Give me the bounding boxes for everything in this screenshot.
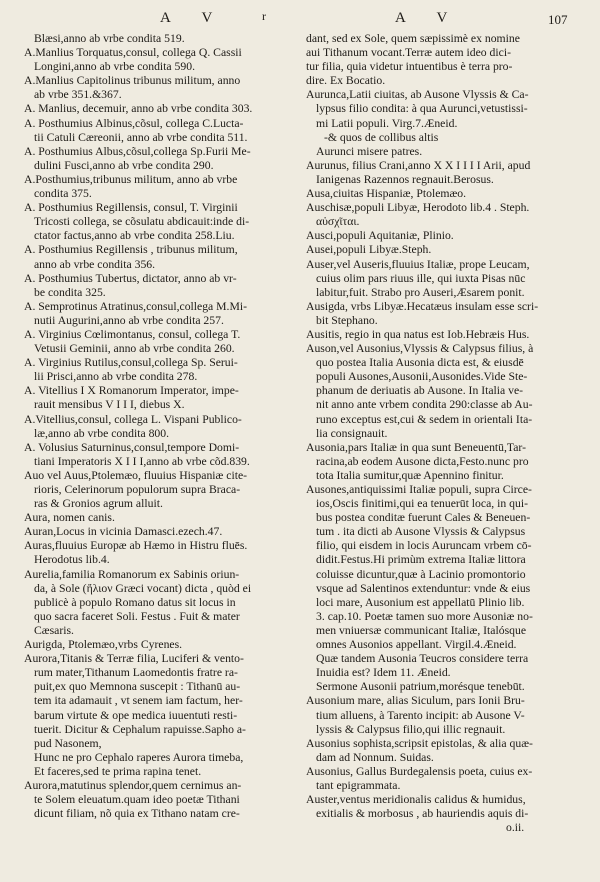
text-line: A.Manlius Capitolinus tribunus militum, anno: [24, 74, 241, 88]
text-line: aui Tithanum vocant.Terræ autem ideo dici-: [306, 46, 511, 60]
text-line: nit anno ante vrbem condita 290:classe ab Au-: [316, 398, 533, 412]
text-line: Ausones,antiquissimi Italiæ populi, supra Circe-: [306, 483, 532, 496]
text-line: vsque ad Salentinos extenduntur: vnde & eius: [316, 581, 531, 595]
text-line: condita 375.: [34, 187, 92, 201]
text-line: bus postea conditæ fuerunt Cales & Beneuen-: [316, 511, 531, 525]
text-line: phanum de deriuatis ab Ausone. In Italiа ve-: [316, 384, 524, 398]
text-line: Ausigda, vrbs Libyæ.Hecatæus insulam esse scri-: [306, 299, 539, 313]
text-line: Sermone Ausonii patrium,morésque tenebūt.: [316, 680, 525, 694]
text-line: dicunt filiam, nõ quia ex Tithano natam cre-: [34, 807, 240, 821]
text-line: Auster,ventus meridionalis calidus & humidus,: [306, 793, 526, 807]
text-line: labitur,fuit. Strabo pro Auseri,Æsarem ponit.: [316, 285, 525, 299]
text-line: A. Manlius, decemuir, anno ab vrbe condita 303.: [24, 102, 253, 116]
text-line: A. Volusius Saturninus,consul,tempore Domi-: [24, 440, 240, 454]
text-line: populi Ausones,Ausonii,Ausonides.Vide Ste-: [316, 370, 528, 384]
text-line: ios,Oscis finitimi,qui ea tenuerūt loca, in qui-: [316, 497, 528, 511]
text-line: A.Manlius Torquatus,consul, collega Q. Cassii: [24, 46, 242, 60]
text-line: Ausitis, regio in qua natus est Iob.Hebræis Hus.: [306, 327, 530, 341]
text-line: dam ad Nonnum. Suidas.: [316, 750, 434, 764]
text-line: Aurora,matutinus splendor,quem cernimus an-: [24, 778, 242, 792]
text-line: A. Posthumius Regillensis, consul, T. Virginii: [24, 201, 238, 215]
text-line: Et faceres,sed te prima rapina tenet.: [34, 764, 202, 778]
text-line: te Solem eleuatum.quam ideo poetæ Tithani: [34, 793, 240, 807]
text-line: ab vrbe 351.&367.: [34, 88, 122, 102]
text-line: A. Virginius Rutilus,consul,collega Sp. Seruі-: [24, 356, 238, 370]
text-line: bit Stephano.: [316, 313, 378, 327]
text-line: anno ab vrbe condita 356.: [34, 257, 156, 271]
text-line: tiani Imperatoris X I I I,anno ab vrbe cõd.839.: [34, 454, 250, 468]
text-line: Auser,vel Auseris,fluuius Italiæ, prope Leucam,: [306, 257, 530, 271]
text-line: mi Latii populi. Virg.7.Æneid.: [316, 116, 458, 130]
text-line: A.Posthumius,tribunus militum, anno ab vrbe: [24, 172, 238, 186]
text-line: Inuidia est? Idem 11. Æneid.: [316, 666, 451, 680]
text-line: A. Posthumius Albinus,cõsul, collega C.Luctа-: [24, 116, 244, 130]
text-line: A.Vitellius,consul, collega L. Vispani Publico-: [24, 412, 242, 426]
text-line: tant epigrammata.: [316, 778, 401, 792]
text-line: filio, qui eisdem in locis Auruncam vrbem cō-: [316, 539, 532, 553]
text-line: Aurunus, filius Crani,anno X X I I I I Arii, apud: [306, 158, 531, 172]
text-line: tuerit. Dicitur & Cephalum rapuisse.Sapho a-: [34, 722, 246, 736]
text-line: lypsus filio condita: à qua Aurunci,vetustissi-: [316, 102, 528, 116]
text-line: Hunc ne pro Cephalo raperes Aurora timeba,: [34, 750, 244, 764]
text-line: Auruncа,Latii ciuitas, ab Ausone Vlyssis & Ca-: [306, 88, 529, 102]
text-line: αὐσχῖται.: [316, 215, 360, 229]
text-line: Ausa,ciuitas Hispaniæ, Ptolemæo.: [306, 187, 467, 201]
text-line: men vniuersæ communicant Italiæ, Italósque: [316, 623, 527, 637]
text-line: Ausei,populi Libyæ.Steph.: [306, 243, 432, 257]
text-line: pud Nasonem,: [34, 736, 102, 750]
signature-mark: o.ii.: [506, 821, 525, 835]
text-line: Quæ tandem Ausonia Teucros considere terra: [316, 652, 529, 666]
text-line: Aura, nomen canis.: [24, 511, 115, 525]
text-line: Ausonius, Gallus Burdegalensis poeta, cuius ex-: [306, 764, 533, 778]
text-line: nutii Augurini,anno ab vrbe condita 257.: [34, 313, 224, 327]
text-line: puit,ex quo Memnona suscepit : Tithanū au-: [34, 680, 241, 694]
text-line: tium alluens, à Tarento incipit: ab Ausone V-: [316, 708, 525, 722]
text-line: Vetusii Geminii, anno ab vrbe condita 260.: [34, 342, 235, 356]
text-line: cuius olim pars riuus ille, qui iuxta Pisas nūc: [316, 271, 526, 285]
text-line: Ausci,populi Aquitaniæ, Plinio.: [306, 229, 454, 243]
text-line: da, à Sole (ἤλιον Græci vocant) dicta , quòd ei: [34, 581, 252, 595]
text-line: Ausonius sophista,scripsit epistolas, & alia quæ-: [306, 736, 533, 750]
text-line: omnes Ausonios appellant. Virgil.4.Æneid.: [316, 638, 517, 652]
text-line: Auo vel Auus,Ptolemæo, fluuius Hispaniæ cite-: [24, 468, 248, 482]
text-line: loci mare, Ausonium est appellatū Plinio lib.: [316, 595, 525, 609]
text-line: coluisse dicuntur,quæ à Lacinio promontorio: [316, 567, 526, 581]
left-column: [24, 32, 300, 821]
text-line: dulini Fusci,anno ab vrbe condita 290.: [34, 158, 214, 172]
text-line: Auschisæ,populi Libyæ, Herodoto lib.4 . Steph.: [306, 201, 530, 215]
text-line: exitialis & morbosus , ab hauriendis aquis di-: [316, 807, 529, 821]
text-line: Tricosti collega, se cõsulatu abdicauit:inde di-: [34, 215, 250, 229]
text-line: Auras,fluuius Europæ ab Hæmo in Histru fluēs.: [24, 539, 248, 553]
header-left: A V: [160, 10, 227, 26]
page-number: 107: [548, 12, 568, 27]
text-line: Auran,Locus in vicinia Damasci.ezech.47.: [24, 525, 223, 539]
running-header: [0, 10, 600, 32]
header-right: A V: [395, 10, 462, 26]
text-line: tem ita adamauit , vt senem iam factum, her-: [34, 694, 243, 708]
text-line: Aurigda, Ptolemæo,vrbs Cyrenes.: [24, 638, 183, 652]
text-line: A. Posthumius Tubertus, dictator, anno ab vr-: [24, 271, 237, 285]
text-line: rioris, Celerinorum populorum supra Braca-: [34, 483, 241, 496]
text-line: tota Italia sumitur,quæ Apennino finitur.: [316, 468, 504, 482]
text-line: 3. cap.10. Poetæ tamen suo more Ausoniæ no-: [316, 609, 533, 623]
text-line: quo postea Italia Ausonia dicta est, & eiusdē: [316, 356, 524, 370]
text-line: rum mater,Tithanum Laomedontis fratre ra-: [34, 666, 238, 680]
text-line: lia consignauit.: [316, 426, 388, 440]
text-line: barum virtute & ope medica iuuentuti resti-: [34, 708, 238, 722]
text-line: Cæsaris.: [34, 623, 74, 637]
text-line: Longini,anno ab vrbe condita 590.: [34, 60, 195, 74]
text-line: dire. Ex Bocatio.: [306, 74, 386, 88]
text-line: tum . ita dicti ab Ausone Vlyssis & Calypsus: [316, 525, 526, 539]
text-line: tii Catuli Cæreonii, anno ab vrbe condita 511.: [34, 130, 248, 144]
text-line: Ausonium mare, alias Siculum, pars Ionii Bru-: [306, 694, 525, 708]
text-line: A. Semprotinus Atratinus,consul,collega M.Mi-: [24, 299, 248, 313]
text-line: A. Virginius Cœlimontanus, consul, collega T.: [24, 327, 241, 341]
text-line: ras & Gronios agrum alluit.: [34, 497, 163, 511]
text-line: tur filia, quia videtur intuentibus è terra pro-: [306, 60, 513, 74]
header-ornament: r: [262, 9, 266, 23]
text-line: Aurelia,familia Romanorum ex Sabinis oriun-: [24, 567, 240, 581]
text-line: runo exceptus est,cui & sedem in orientali Ita-: [316, 412, 533, 426]
text-line: dant, sed ex Sole, quem sæpissimè ex nomine: [306, 32, 520, 45]
text-line: Ausonia,pars Italiæ in qua sunt Beneuentū,Tar-: [306, 440, 526, 454]
text-line: -& quos de collibus altis: [324, 130, 439, 144]
text-line: be condita 325.: [34, 285, 106, 299]
text-line: publicè à populo Romano datus sit locus in: [34, 595, 236, 609]
text-line: Aurunci misere patres.: [316, 144, 423, 158]
text-line: Auson,vel Ausonius,Vlyssis & Calypsus filius, à: [306, 342, 534, 356]
text-line: lyssis & Calypsus filio,qui illic regnauit.: [316, 722, 506, 736]
text-line: rauit mensibus V I I I, diebus X.: [34, 398, 185, 412]
text-line: A. Posthumius Albus,cõsul,collega Sp.Furii Me-: [24, 144, 251, 158]
text-line: A. Vitellius I X Romanorum Imperator, impe-: [24, 384, 239, 398]
text-line: Herodotus lib.4.: [34, 553, 110, 567]
text-line: Ianigenas Razennos regnauit.Berosus.: [316, 172, 494, 186]
text-line: A. Posthumius Regillensis , tribunus militum,: [24, 243, 238, 257]
text-line: ctator factus,anno ab vrbe condita 258.Liu.: [34, 229, 235, 243]
text-line: racina,ab eodem Ausone dicta,Festo.nunc pro: [316, 454, 529, 468]
text-line: Aurora,Titanis & Terræ filia, Luciferi & vento-: [24, 652, 244, 666]
right-column: [306, 32, 582, 835]
text-line: quo sacra faceret Soli. Festus . Fuit & mater: [34, 609, 240, 623]
text-line: Blæsi,anno ab vrbe condita 519.: [34, 32, 185, 45]
text-line: didit.Festus.Hi primùm extrema Italiæ littora: [316, 553, 526, 567]
text-line: læ,anno ab vrbe condita 800.: [34, 426, 170, 440]
text-line: lii Prisci,anno ab vrbe condita 278.: [34, 370, 198, 384]
